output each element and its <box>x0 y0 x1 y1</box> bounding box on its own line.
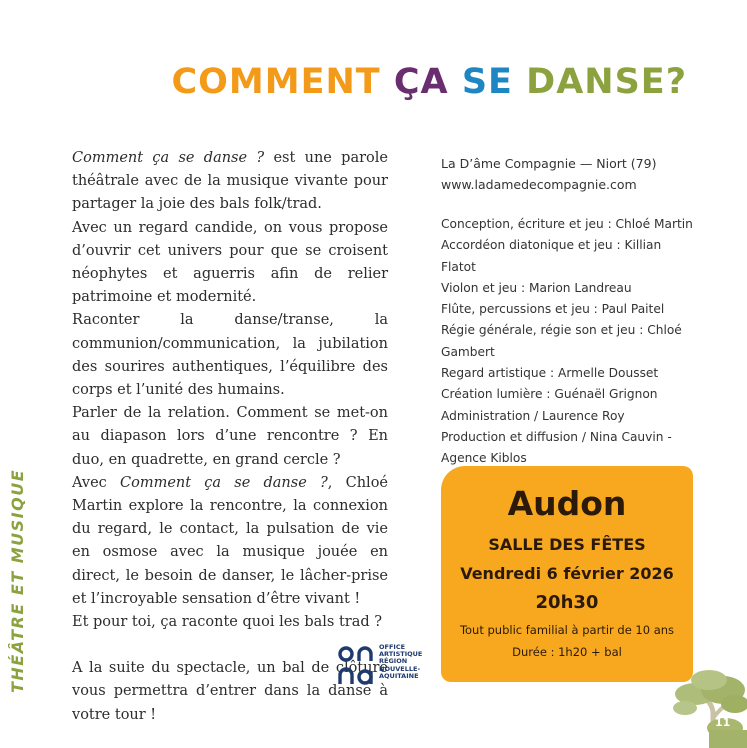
category-label: THÉÂTRE ET MUSIQUE <box>8 468 27 693</box>
paragraph-5-text: , Chloé Martin explore la rencontre, la connexion du regard, le contact, la pulsation de vie en osmose avec la musique jouée en direct, le besoin de danser, le lâcher-prise et l’incroyable sensation d’être vivant ! <box>72 474 389 607</box>
credit-item: Création lumière : Guénaël Grignon <box>441 387 658 402</box>
logo-line: AQUITAINE <box>379 671 419 680</box>
paragraph-1 <box>72 147 388 217</box>
page-title <box>171 62 687 102</box>
oara-logo-icon <box>337 644 377 686</box>
paragraph-7: A la suite du spectacle, un bal de clôture vous permettra d’entrer dans la danse à votre tour ! <box>72 660 388 723</box>
event-time: 20h30 <box>535 592 599 613</box>
company-info <box>441 153 656 195</box>
page-number: 11 <box>715 716 731 729</box>
paragraph-4: Parler de la relation. Comment se met-on au diapason lors d’une rencontre ? En duo, en quadrette, en grand cercle ? <box>72 405 388 468</box>
logo-line: OFFICE <box>379 643 406 651</box>
event-venue: SALLE DES FÊTES <box>488 535 646 554</box>
paragraph-2: Avec un regard candide, on vous propose d’ouvrir cet univers pour que se croisent néophytes et aguerris afin de relier patrimoine et modernité. <box>72 219 388 306</box>
event-info-box <box>441 466 693 682</box>
event-date: Vendredi 6 février 2026 <box>460 564 674 583</box>
description-text <box>72 147 388 727</box>
paragraph-3: Raconter la danse/transe, la communion/communication, la jubilation des sourires authentiques, l’équilibre des corps et l’unité des humains. <box>72 312 388 399</box>
title-word-ca: ÇA <box>393 62 449 102</box>
oara-logo <box>337 642 427 688</box>
paragraph-1-text: est une parole théâtrale avec de la musique vivante pour partager la joie des bals folk/trad. <box>72 150 388 213</box>
logo-line: RÉGION <box>379 657 408 666</box>
credit-item: Administration / Laurence Roy Production et diffusion / Nina Cauvin - Agence Kiblos <box>441 408 672 466</box>
company-name: La D’âme Compagnie — Niort (79) <box>441 156 657 171</box>
credit-item: Regard artistique : Armelle Dousset <box>441 366 659 381</box>
title-word-comment: COMMENT <box>171 62 381 102</box>
show-title-italic: Comment ça se danse ? <box>72 150 265 166</box>
show-title-italic-2: Comment ça se danse ? <box>120 474 328 491</box>
title-word-se: SE <box>461 62 513 102</box>
title-word-danse: DANSE? <box>526 62 687 102</box>
credit-item: Violon et jeu : Marion Landreau <box>441 280 632 295</box>
credit-item: Accordéon diatonique et jeu : Killian Flatot <box>441 238 662 274</box>
paragraph-5-start: Avec <box>72 474 120 491</box>
oara-logo-text <box>379 644 422 680</box>
event-city: Audon <box>507 484 627 523</box>
event-audience: Tout public familial à partir de 10 ans <box>459 623 675 637</box>
credit-item: Flûte, percussions et jeu : Paul Paitel <box>441 302 665 317</box>
logo-line: ARTISTIQUE <box>379 650 423 659</box>
paragraph-5 <box>72 472 388 611</box>
logo-line: NOUVELLE- <box>379 664 421 673</box>
credits-list <box>441 214 693 470</box>
paragraph-6: Et pour toi, ça raconte quoi les bals trad ? <box>72 614 383 631</box>
tree-illustration <box>665 668 747 748</box>
credit-item: Conception, écriture et jeu : Chloé Martin <box>441 217 693 231</box>
credit-item: Régie générale, régie son et jeu : Chloé Gambert <box>441 323 682 359</box>
event-duration: Durée : 1h20 + bal <box>512 645 622 659</box>
company-website[interactable]: www.ladamedecompagnie.com <box>441 177 637 192</box>
